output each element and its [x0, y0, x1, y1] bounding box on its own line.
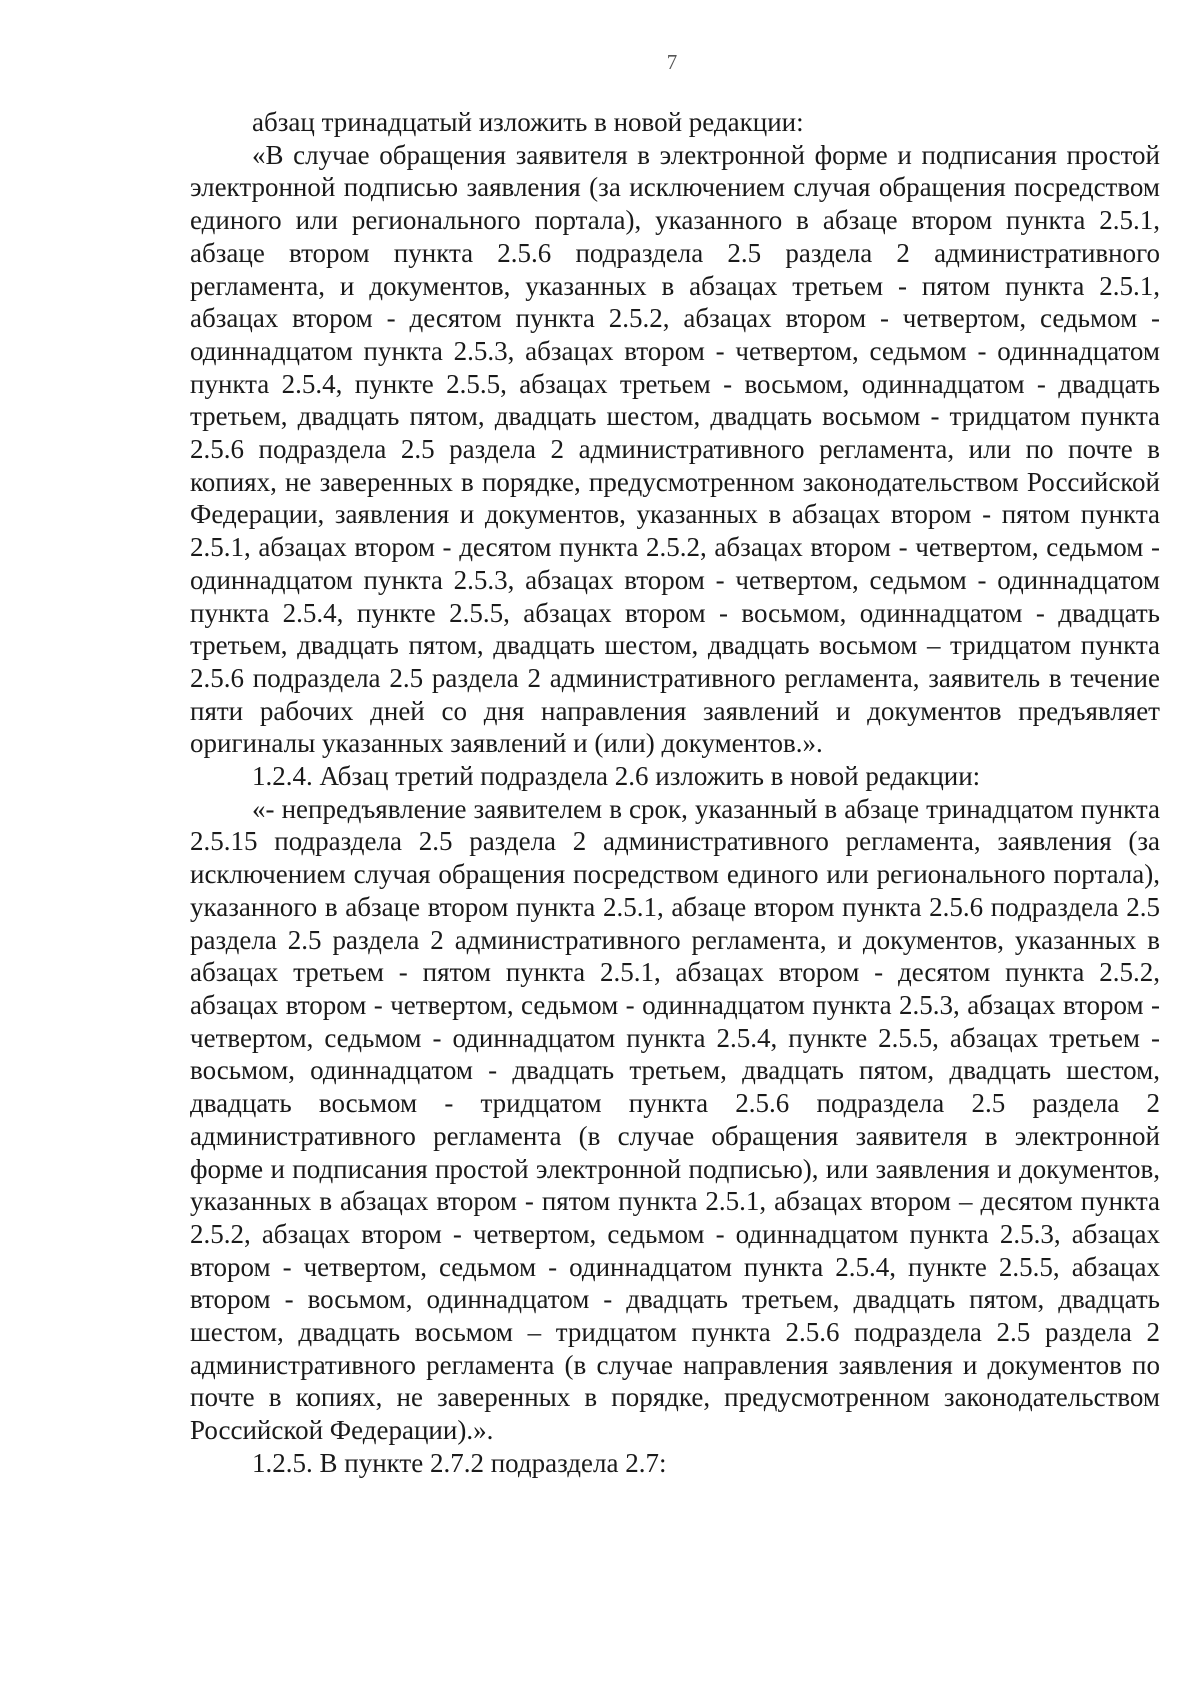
paragraph-amendment-intro: абзац тринадцатый изложить в новой редакции: [252, 107, 804, 137]
document-body [190, 106, 1160, 1480]
paragraph-item-1-2-5: 1.2.5. В пункте 2.7.2 подраздела 2.7: [252, 1447, 667, 1478]
paragraph-item-1-2-4-text: «- непредъявление заявителем в срок, указанный в абзаце тринадцатом пункта 2.5.15 подраздела 2.5 раздела 2 административного регламента, заявления (за исключением случая обращения посредством единого или регионального портала), указанного в абзаце втором пункта 2.5.1, абзаце втором пункта 2.5.6 подраздела 2.5 раздела 2.5 раздела 2 административного регламента, и документов, указанных в абзацах третьем - пятом пункта 2.5.1, абзацах втором - десятом пункта 2.5.2, абзацах втором - четвертом, седьмом - одиннадцатом пункта 2.5.3, абзацах втором - четвертом, седьмом - одиннадцатом пункта 2.5.4, пункте 2.5.5, абзацах третьем - восьмом, одиннадцатом - двадцать третьем, двадцать пятом, двадцать шестом, двадцать восьмом - тридцатом пункта 2.5.6 подраздела 2.5 раздела 2 административного регламента (в случае обращения заявителя в электронной форме и подписания простой электронной подписью), или заявления и документов, указанных в абзацах втором - пятом пункта 2.5.1, абзацах втором – десятом пункта 2.5.2, абзацах втором - четвертом, седьмом - одиннадцатом пункта 2.5.3, абзацах втором - четвертом, седьмом - одиннадцатом пункта 2.5.4, пункте 2.5.5, абзацах втором - восьмом, одиннадцатом - двадцать третьем, двадцать пятом, двадцать шестом, двадцать восьмом – тридцатом пункта 2.5.6 подраздела 2.5 раздела 2 административного регламента (в случае направления заявления и документов по почте в копиях, не заверенных в порядке, предусмотренном законодательством Российской Федерации).». [190, 793, 1160, 1446]
paragraph-amendment-text: «В случае обращения заявителя в электронной форме и подписания простой электронной подписью заявления (за исключением случая обращения посредством единого или регионального портала), указанного в абзаце втором пункта 2.5.1, абзаце втором пункта 2.5.6 подраздела 2.5 раздела 2 административного регламента, и документов, указанных в абзацах третьем - пятом пункта 2.5.1, абзацах втором - десятом пункта 2.5.2, абзацах втором - четвертом, седьмом - одиннадцатом пункта 2.5.3, абзацах втором - четвертом, седьмом - одиннадцатом пункта 2.5.4, пункте 2.5.5, абзацах третьем - восьмом, одиннадцатом - двадцать третьем, двадцать пятом, двадцать шестом, двадцать восьмом - тридцатом пункта 2.5.6 подраздела 2.5 раздела 2 административного регламента, или по почте в копиях, не заверенных в порядке, предусмотренном законодательством Российской Федерации, заявления и документов, указанных в абзацах втором - пятом пункта 2.5.1, абзацах втором - десятом пункта 2.5.2, абзацах втором - четвертом, седьмом - одиннадцатом пункта 2.5.3, абзацах втором - четвертом, седьмом - одиннадцатом пункта 2.5.4, пункте 2.5.5, абзацах втором - восьмом, одиннадцатом - двадцать третьем, двадцать пятом, двадцать шестом, двадцать восьмом – тридцатом пункта 2.5.6 подраздела 2.5 раздела 2 административного регламента, заявитель в течение пяти рабочих дней со дня направления заявлений и документов предъявляет оригиналы указанных заявлений и (или) документов.». [190, 139, 1160, 759]
paragraph-item-1-2-4: 1.2.4. Абзац третий подраздела 2.6 изложить в новой редакции: [252, 761, 981, 792]
page-number: 7 [666, 50, 678, 74]
